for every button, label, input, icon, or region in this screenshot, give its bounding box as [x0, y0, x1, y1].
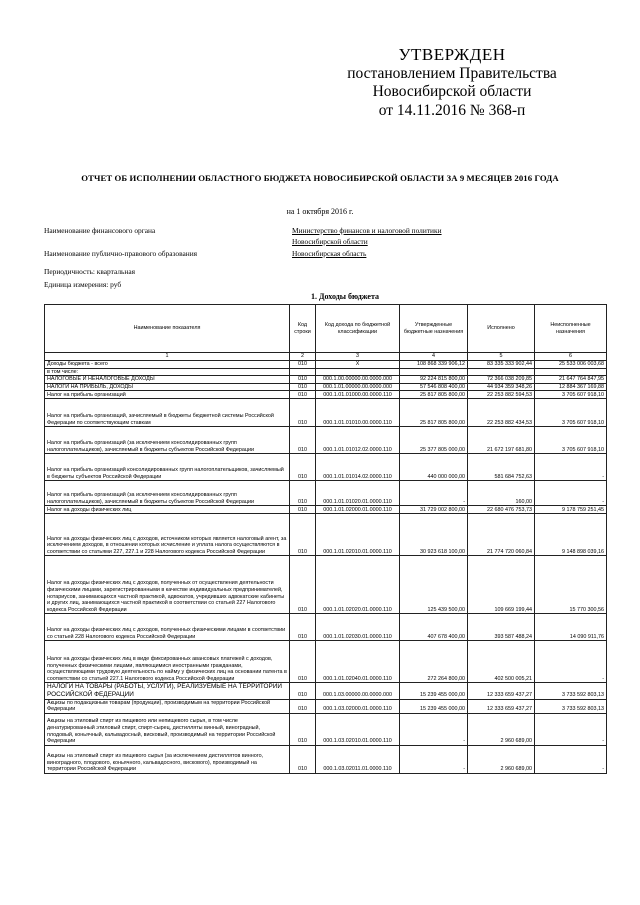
row-approved: -: [400, 481, 468, 506]
row-line-code: 010: [290, 641, 316, 683]
row-income-code: 000.1.01.01020.01.0000.110: [316, 481, 400, 506]
row-executed: 393 587 488,24: [468, 614, 535, 641]
row-income-code: 000.1.01.01012.02.0000.110: [316, 427, 400, 454]
table-header-row: [45, 305, 607, 353]
row-executed: 22 680 476 753,73: [468, 506, 535, 514]
row-income-code: 000.1.01.02000.01.0000.110: [316, 506, 400, 514]
row-income-code: 000.1.03.02011.01.0000.110: [316, 745, 400, 773]
fin-org-value-line1: Министерство финансов и налоговой политики: [292, 226, 442, 235]
row-approved: 108 868 339 906,12: [400, 361, 468, 369]
row-executed: 22 253 882 434,53: [468, 399, 535, 427]
table-row: [45, 399, 607, 427]
row-remaining: -: [535, 454, 607, 481]
row-income-code: 000.1.01.02040.01.0000.110: [316, 641, 400, 683]
row-line-code: 010: [290, 454, 316, 481]
income-table: [44, 304, 607, 774]
row-name: Акцизы по подакцизным товарам (продукции), производимым на территории Российской Федерации: [45, 699, 290, 713]
section-title: 1. Доходы бюджета: [310, 292, 380, 301]
table-row: [45, 454, 607, 481]
col-number: 6: [535, 353, 607, 361]
row-income-code: 000.1.01.02030.01.0000.110: [316, 614, 400, 641]
row-line-code: 010: [290, 383, 316, 391]
row-name: Налог на прибыль организаций, зачисляемый в бюджеты бюджетной системы Российской Федерации по соответствующим ставкам: [45, 399, 290, 427]
col-number: 4: [400, 353, 468, 361]
row-approved: 31 729 002 800,00: [400, 506, 468, 514]
row-name: Акцизы на этиловый спирт из пищевого сырья (за исключением дистиллятов винного, виноградного, плодового, коньячного, кальвадосного, вискового), производимый на территории Российской Федерации: [45, 745, 290, 773]
col-number: 2: [290, 353, 316, 361]
row-approved: 57 546 808 400,00: [400, 383, 468, 391]
row-line-code: [290, 368, 316, 376]
entity-value: [292, 248, 366, 259]
row-name: НАЛОГОВЫЕ И НЕНАЛОГОВЫЕ ДОХОДЫ: [45, 376, 290, 384]
row-remaining: 3 733 592 803,13: [535, 699, 607, 713]
unit-label: Единица измерения: руб: [44, 280, 122, 289]
fin-org-value-line2: Новосибирской области: [292, 237, 368, 246]
row-remaining: 3 705 607 918,10: [535, 391, 607, 399]
entity-label: Наименование публично-правового образования: [44, 249, 198, 258]
row-executed: 2 960 689,00: [468, 713, 535, 745]
row-executed: 21 774 720 060,84: [468, 514, 535, 556]
row-income-code: 000.1.03.02000.01.0000.110: [316, 699, 400, 713]
row-name: в том числе:: [45, 368, 290, 376]
row-income-code: 000.1.01.00000.00.0000.000: [316, 383, 400, 391]
table-row: [45, 745, 607, 773]
row-line-code: 010: [290, 481, 316, 506]
row-remaining: [535, 368, 607, 376]
table-row: [45, 713, 607, 745]
table-row: [45, 683, 607, 699]
row-name: Налог на доходы физических лиц с доходов, полученных от осуществления деятельности физическими лицами, зарегистрированными в качестве индивидуальных предпринимателей, нотариусов, занимающихся частной практикой, адвокатов, учредивших адвокатские кабинеты и других лиц, занимающихся частной практикой в соответствии со статьей 227 Налогового кодекса Российской Федерации: [45, 556, 290, 614]
row-executed: 72 366 038 209,85: [468, 376, 535, 384]
row-approved: 272 264 800,00: [400, 641, 468, 683]
table-row: [45, 383, 607, 391]
row-remaining: 3 705 607 918,10: [535, 427, 607, 454]
header-approved: Утвержденные бюджетные назначения: [400, 305, 468, 353]
row-approved: -: [400, 713, 468, 745]
row-executed: 12 333 659 437,27: [468, 699, 535, 713]
row-executed: 581 684 752,63: [468, 454, 535, 481]
row-approved: 25 817 805 800,00: [400, 399, 468, 427]
row-remaining: 14 090 911,76: [535, 614, 607, 641]
row-approved: 125 439 500,00: [400, 556, 468, 614]
table-row: [45, 506, 607, 514]
row-executed: 402 500 005,21: [468, 641, 535, 683]
row-name: НАЛОГИ НА ТОВАРЫ (РАБОТЫ, УСЛУГИ), РЕАЛИЗУЕМЫЕ НА ТЕРРИТОРИИ РОССИЙСКОЙ ФЕДЕРАЦИИ: [45, 683, 290, 699]
row-executed: 109 669 199,44: [468, 556, 535, 614]
table-row: [45, 481, 607, 506]
row-remaining: 21 647 764 847,95: [535, 376, 607, 384]
row-executed: 22 253 882 594,53: [468, 391, 535, 399]
table-row: [45, 376, 607, 384]
row-remaining: -: [535, 745, 607, 773]
row-income-code: [316, 368, 400, 376]
col-number: 5: [468, 353, 535, 361]
row-executed: [468, 368, 535, 376]
row-line-code: 010: [290, 361, 316, 369]
table-row: [45, 556, 607, 614]
row-name: Налог на доходы физических лиц с доходов, полученных физическими лицами в соответствии со статьей 228 Налогового кодекса Российской Федерации: [45, 614, 290, 641]
row-income-code: 000.1.01.01010.00.0000.110: [316, 399, 400, 427]
row-line-code: 010: [290, 514, 316, 556]
row-executed: 160,00: [468, 481, 535, 506]
header-remaining: Неисполненные назначения: [535, 305, 607, 353]
row-remaining: 15 770 300,56: [535, 556, 607, 614]
row-name: Налог на доходы физических лиц с доходов, источником которых является налоговый агент, за исключением доходов, в отношении которых исчисление и уплата налога осуществляются в соответствии со статьями 227, 227.1 и 228 Налогового кодекса Российской Федерации: [45, 514, 290, 556]
row-line-code: 010: [290, 683, 316, 699]
row-name: Налог на прибыль организаций консолидированных групп налогоплательщиков, зачисляемый в бюджеты субъектов Российской Федерации: [45, 454, 290, 481]
row-line-code: 010: [290, 399, 316, 427]
row-remaining: -: [535, 713, 607, 745]
table-row: [45, 427, 607, 454]
header-income-code: Код дохода по бюджетной классификации: [316, 305, 400, 353]
table-row: [45, 614, 607, 641]
row-remaining: -: [535, 641, 607, 683]
row-line-code: 010: [290, 699, 316, 713]
header-executed: Исполнено: [468, 305, 535, 353]
row-remaining: 25 533 006 003,68: [535, 361, 607, 369]
row-approved: [400, 368, 468, 376]
row-income-code: 000.1.01.01000.00.0000.110: [316, 391, 400, 399]
row-income-code: 000.1.01.02020.01.0000.110: [316, 556, 400, 614]
row-executed: 12 333 659 437,27: [468, 683, 535, 699]
row-approved: 92 224 815 800,00: [400, 376, 468, 384]
row-income-code: 000.1.00.00000.00.0000.000: [316, 376, 400, 384]
row-income-code: 000.1.03.00000.00.0000.000: [316, 683, 400, 699]
table-row: [45, 361, 607, 369]
row-remaining: -: [535, 481, 607, 506]
row-name: Акцизы на этиловый спирт из пищевого или непищевого сырья, в том числе денатурированный этиловый спирт, спирт-сырец, дистилляты винный, виноградный, плодовый, коньячный, кальвадосный, висковый, производимый на территории Российской Федерации: [45, 713, 290, 745]
header-name: Наименование показателя: [45, 305, 290, 353]
row-approved: 440 000 000,00: [400, 454, 468, 481]
row-line-code: 010: [290, 713, 316, 745]
row-name: Доходы бюджета - всего: [45, 361, 290, 369]
approval-date: от 14.11.2016 № 368-п: [378, 101, 526, 119]
row-remaining: 9 178 759 251,45: [535, 506, 607, 514]
row-income-code: 000.1.01.02010.01.0000.110: [316, 514, 400, 556]
approval-region: Новосибирской области: [372, 83, 532, 100]
row-remaining: 3 733 592 803,13: [535, 683, 607, 699]
col-number: 3: [316, 353, 400, 361]
row-name: Налог на прибыль организаций (за исключением консолидированных групп налогоплательщиков), зачисляемый в бюджеты субъектов Российской Федерации: [45, 481, 290, 506]
row-income-code: X: [316, 361, 400, 369]
row-name: Налог на доходы физических лиц: [45, 506, 290, 514]
col-number: 1: [45, 353, 290, 361]
row-approved: 407 678 400,00: [400, 614, 468, 641]
approval-block: [332, 46, 572, 120]
table-row: [45, 368, 607, 376]
row-line-code: 010: [290, 391, 316, 399]
approval-decree: постановлением Правительства: [347, 64, 557, 82]
row-line-code: 010: [290, 427, 316, 454]
report-title: ОТЧЕТ ОБ ИСПОЛНЕНИИ ОБЛАСТНОГО БЮДЖЕТА НОВОСИБИРСКОЙ ОБЛАСТИ ЗА 9 МЕСЯЦЕВ 2016 ГОДА: [81, 173, 559, 183]
row-line-code: 010: [290, 614, 316, 641]
row-approved: 30 923 618 100,00: [400, 514, 468, 556]
row-executed: 21 672 197 681,80: [468, 427, 535, 454]
table-row: [45, 641, 607, 683]
row-approved: -: [400, 745, 468, 773]
row-executed: 44 934 359 348,26: [468, 383, 535, 391]
row-name: Налог на прибыль организаций (за исключением консолидированных групп налогоплательщиков), зачисляемый в бюджеты субъектов Российской Федерации: [45, 427, 290, 454]
row-executed: 83 335 333 902,44: [468, 361, 535, 369]
row-line-code: 010: [290, 376, 316, 384]
row-approved: 25 817 805 800,00: [400, 391, 468, 399]
row-approved: 25 377 805 000,00: [400, 427, 468, 454]
row-line-code: 010: [290, 745, 316, 773]
entity-value-text: Новосибирская область: [292, 249, 367, 258]
table-row: [45, 391, 607, 399]
table-row: [45, 514, 607, 556]
report-date: на 1 октября 2016 г.: [286, 207, 354, 216]
row-name: НАЛОГИ НА ПРИБЫЛЬ, ДОХОДЫ: [45, 383, 290, 391]
row-name: Налог на доходы физических лиц в виде фиксированных авансовых платежей с доходов, полученных физическими лицами, являющимися иностранными гражданами, осуществляющими трудовую деятельность по найму у физических лиц на основании патента в соответствии со статьей 227.1 Налогового кодекса Российской Федерации: [45, 641, 290, 683]
row-remaining: 3 705 607 918,10: [535, 399, 607, 427]
row-line-code: 010: [290, 506, 316, 514]
table-number-row: [45, 353, 607, 361]
row-approved: 15 239 455 000,00: [400, 699, 468, 713]
row-executed: 2 960 689,00: [468, 745, 535, 773]
row-income-code: 000.1.03.02010.01.0000.110: [316, 713, 400, 745]
row-remaining: 12 884 367 169,88: [535, 383, 607, 391]
table-row: [45, 699, 607, 713]
header-line-code: Код строки: [290, 305, 316, 353]
row-approved: 15 239 455 000,00: [400, 683, 468, 699]
fin-org-value: [292, 225, 442, 247]
period-label: Периодичность: квартальная: [44, 267, 136, 276]
row-line-code: 010: [290, 556, 316, 614]
row-name: Налог на прибыль организаций: [45, 391, 290, 399]
row-remaining: 9 148 898 039,16: [535, 514, 607, 556]
table-body: [45, 361, 607, 774]
fin-org-label: Наименование финансового органа: [44, 226, 156, 235]
approval-title: УТВЕРЖДЕН: [398, 45, 506, 64]
row-income-code: 000.1.01.01014.02.0000.110: [316, 454, 400, 481]
